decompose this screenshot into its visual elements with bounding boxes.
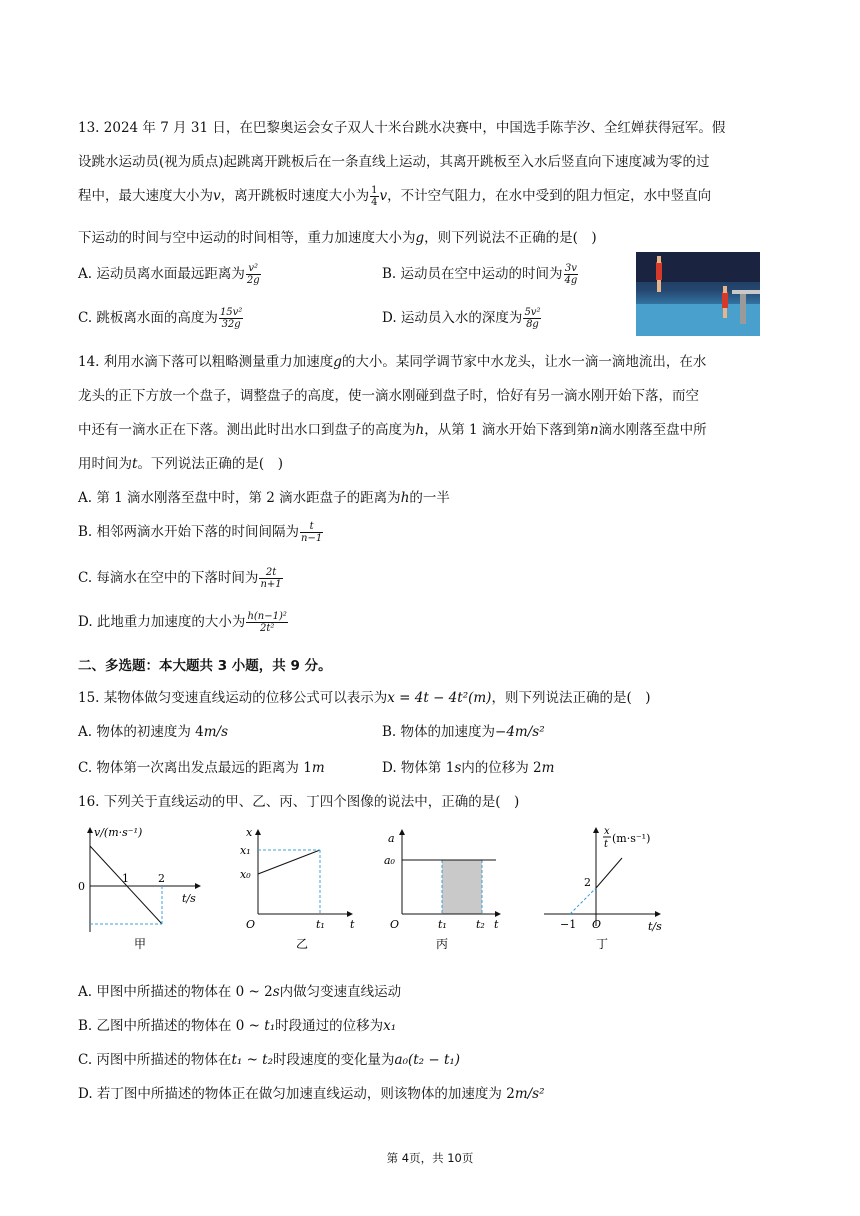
position-line bbox=[258, 850, 320, 874]
q14-line-4: 用时间为t。下列说法正确的是( ) bbox=[78, 456, 283, 472]
graph-jia bbox=[78, 822, 208, 956]
var-v: v bbox=[379, 188, 388, 204]
diving-photo bbox=[636, 252, 760, 336]
q16-option-d: D. 若丁图中所描述的物体正在做匀加速直线运动，则该物体的加速度为 2m/s² bbox=[78, 1086, 545, 1102]
q14-line-2: 龙头的正下方放一个盘子，调整盘子的高度，使一滴水刚碰到盘子时，恰好有另一滴水刚开始下落，而空 bbox=[78, 388, 699, 404]
t2-label: t₂ bbox=[476, 918, 485, 931]
q16-option-b: B. 乙图中所描述的物体在 0 ~ t₁时段通过的位移为x₁ bbox=[78, 1018, 397, 1034]
q13-text: 程中，最大速度大小为 bbox=[78, 188, 213, 204]
x1-label: x₁ bbox=[240, 844, 251, 857]
graph-ding bbox=[540, 822, 690, 956]
q14-line-3: 中还有一滴水正在下落。测出此时出水口到盘子的高度为h，从第 1 滴水开始下落到第n滴水刚落至盘中所 bbox=[78, 422, 707, 438]
shaded-area bbox=[442, 860, 482, 914]
page-footer: 第 4页，共 10页 bbox=[386, 1151, 474, 1165]
q16-option-c: C. 丙图中所描述的物体在t₁ ~ t₂时段速度的变化量为a₀(t₂ − t₁) bbox=[78, 1052, 461, 1068]
x-label: t/s bbox=[648, 920, 662, 933]
origin-label: O bbox=[592, 918, 602, 931]
q13-option-d: D. 运动员入水的深度为 $\frac{\text{5v²}}{8g}$ bbox=[382, 307, 541, 330]
var-v: v bbox=[213, 188, 221, 204]
q13-text: ，则下列说法不正确的是( ) bbox=[424, 230, 597, 246]
var-g: g bbox=[415, 230, 425, 246]
q15-option-b: B. 物体的加速度为−4m/s² bbox=[382, 724, 545, 740]
caption: 甲 bbox=[134, 937, 147, 951]
q16-stem: 16. 下列关于直线运动的甲、乙、丙、丁四个图像的说法中，正确的是( ) bbox=[78, 794, 520, 810]
origin-label: O bbox=[246, 918, 256, 931]
q14-line-1: 14. 利用水滴下落可以粗略测量重力加速度g的大小。某同学调节家中水龙头，让水一滴一滴地流出，在水 bbox=[78, 354, 707, 370]
y-label: v/(m·s⁻¹) bbox=[94, 826, 143, 839]
q13-option-b: B. 运动员在空中运动的时间为 $\frac{3v}{4g}$ bbox=[382, 263, 578, 286]
origin-label: 0 bbox=[78, 880, 85, 893]
q13-line-3 bbox=[78, 184, 711, 208]
t1-label: t₁ bbox=[316, 918, 325, 931]
q13-line-2: 设跳水运动员(视为质点)起跳离开跳板后在一条直线上运动，其离开跳板至入水后竖直向下速度减为零的过 bbox=[78, 154, 710, 170]
q13-option-c: C. 跳板离水面的高度为 $\frac{\text{15v²}}{32g}$ bbox=[78, 307, 243, 330]
neg1-label: −1 bbox=[560, 918, 577, 931]
q15-option-c: C. 物体第一次离出发点最远的距离为 1m bbox=[78, 760, 325, 776]
t-label: t bbox=[350, 918, 355, 931]
a0-label: a₀ bbox=[384, 854, 395, 867]
origin-label: O bbox=[390, 918, 400, 931]
t-label: t bbox=[494, 918, 499, 931]
q14-option-b: B. 相邻两滴水开始下落的时间间隔为 $\frac{t}{n-1}$ bbox=[78, 521, 323, 544]
velocity-line bbox=[90, 846, 162, 924]
section-heading: 二、多选题：本大题共 3 小题，共 9 分。 bbox=[78, 658, 332, 674]
q13-text: ，不计空气阻力，在水中受到的阻力恒定，水中竖直向 bbox=[387, 188, 712, 204]
caption: 丙 bbox=[436, 937, 449, 951]
q13-line-4 bbox=[78, 226, 597, 246]
y-label: x bbox=[246, 826, 253, 839]
x-label: t/s bbox=[182, 892, 196, 905]
q13-text: 下运动的时间与空中运动的时间相等，重力加速度大小为 bbox=[78, 230, 416, 246]
q15-option-a: A. 物体的初速度为 4m/s bbox=[78, 724, 228, 740]
intercept-label: 2 bbox=[584, 876, 591, 889]
q15-stem: 15. 某物体做匀变速直线运动的位移公式可以表示为x = 4t − 4t²(m)，则下列说法正确的是( ) bbox=[78, 690, 651, 706]
tick-2: 2 bbox=[158, 872, 165, 885]
y-label: a bbox=[388, 832, 395, 845]
q13-option-a: A. 运动员离水面最远距离为 $\frac{\text{v²}}{2g}$ bbox=[78, 263, 260, 286]
y-label-den: t bbox=[604, 839, 609, 850]
graph-yi bbox=[236, 822, 366, 956]
q13-line-1: 13. 2024 年 7 月 31 日，在巴黎奥运会女子双人十米台跳水决赛中，中国选手陈芋汐、全红婵获得冠军。假 bbox=[78, 120, 726, 136]
tick-1: 1 bbox=[122, 872, 129, 885]
q14-option-d: D. 此地重力加速度的大小为 $\frac{\text{h(n−1)²}}{\text{2t²}}$ bbox=[78, 611, 287, 634]
xt-line bbox=[596, 858, 622, 888]
y-label-unit: (m·s⁻¹) bbox=[612, 832, 651, 845]
q13-text: ，离开跳板时速度大小为 bbox=[220, 188, 370, 204]
graph-bing bbox=[384, 822, 514, 956]
q15-option-d: D. 物体第 1s内的位移为 2m bbox=[382, 760, 555, 776]
t1-label: t₁ bbox=[438, 918, 447, 931]
y-label-num: x bbox=[604, 826, 610, 837]
q14-option-a: A. 第 1 滴水刚落至盘中时，第 2 滴水距盘子的距离为h的一半 bbox=[78, 490, 450, 506]
x0-label: x₀ bbox=[240, 868, 251, 881]
q16-option-a: A. 甲图中所描述的物体在 0 ~ 2s内做匀变速直线运动 bbox=[78, 984, 402, 1000]
caption: 丁 bbox=[596, 937, 609, 951]
extension-line bbox=[570, 888, 596, 914]
caption: 乙 bbox=[296, 937, 309, 951]
q14-option-c: C. 每滴水在空中的下落时间为 $\frac{2t}{n+1}$ bbox=[78, 567, 282, 590]
fraction: $\frac{1}{4}$ bbox=[371, 185, 378, 208]
